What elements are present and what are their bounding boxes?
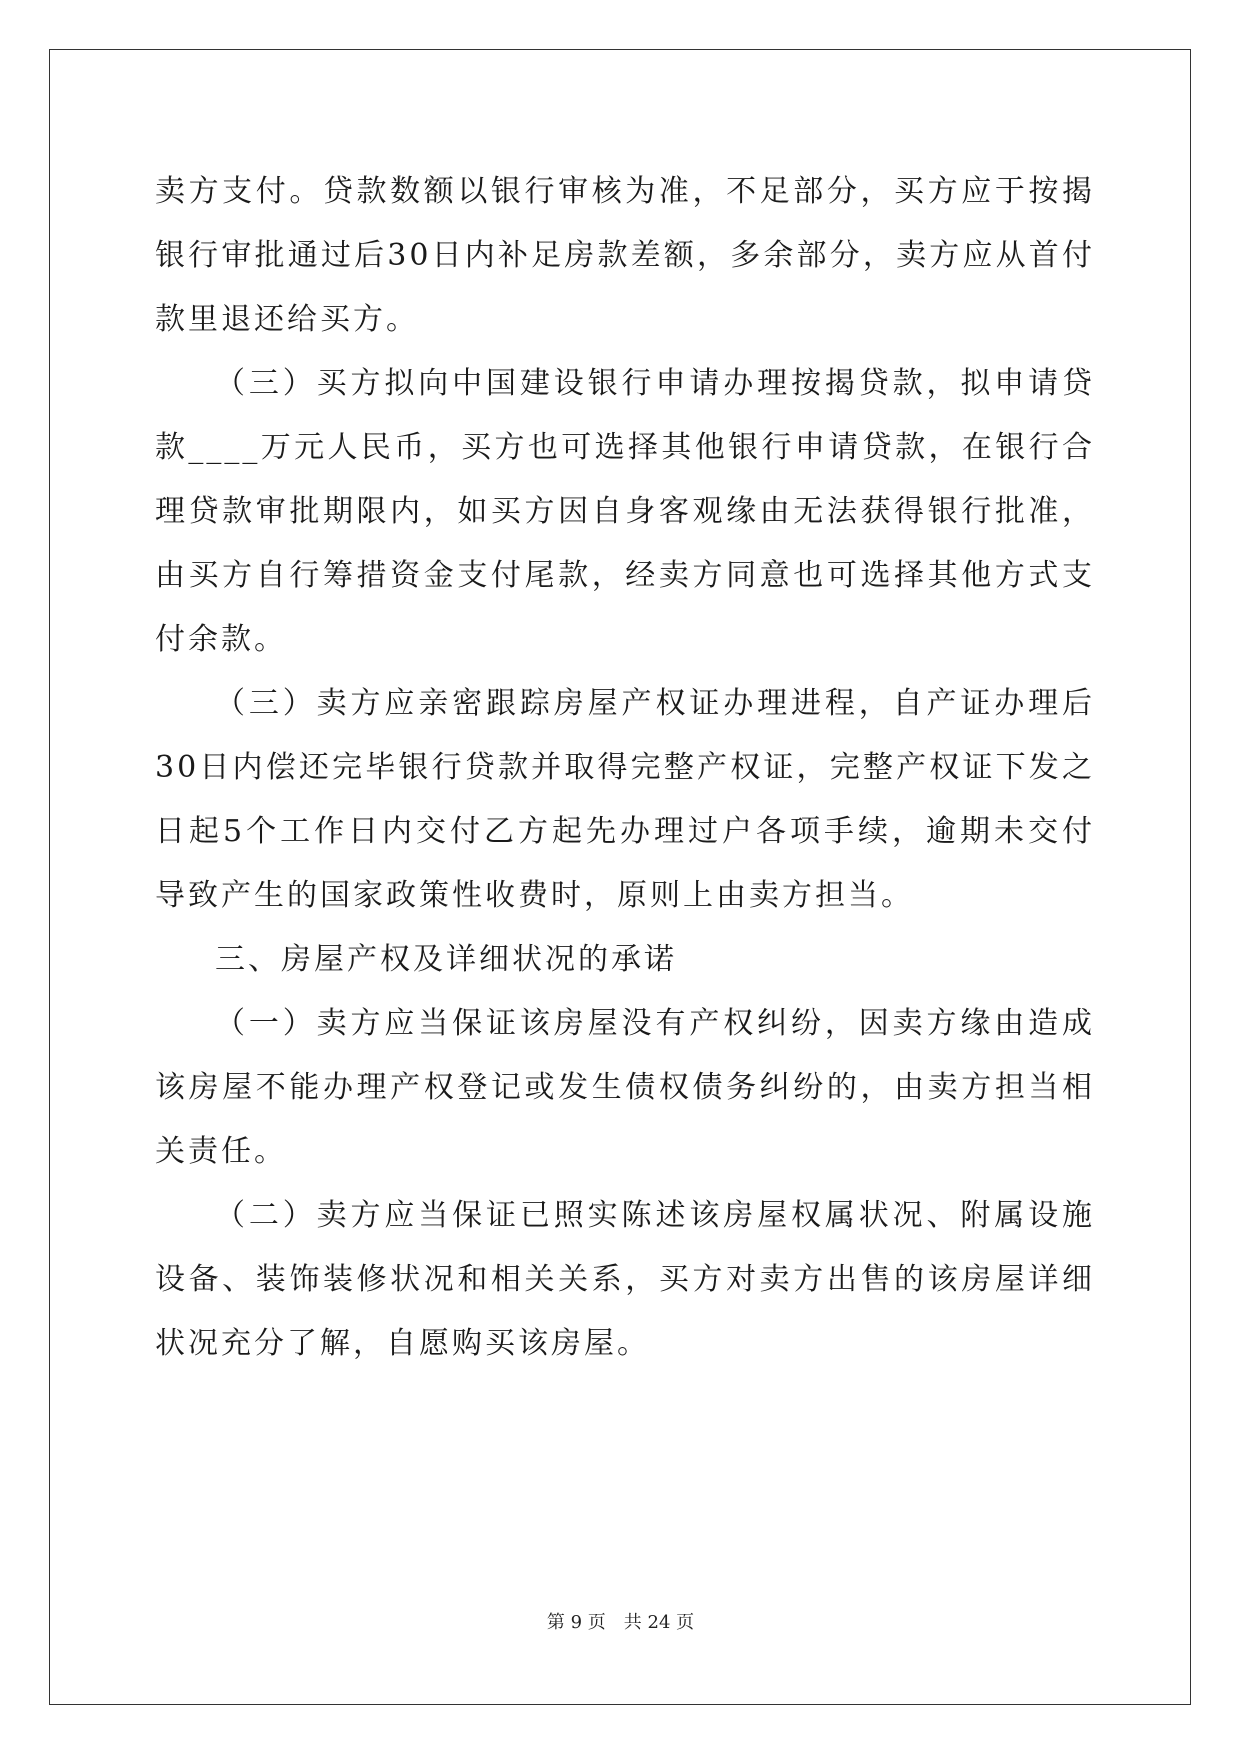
paragraph-2: （三）买方拟向中国建设银行申请办理按揭贷款，拟申请贷款____万元人民币，买方也可选择其他银行申请贷款，在银行合理贷款审批期限内，如买方因自身客观缘由无法获得银行批准，由买方自行筹措资金支付尾款，经卖方同意也可选择其他方式支付余款。 bbox=[155, 366, 1095, 657]
document-body bbox=[155, 160, 1095, 1376]
paragraph-3: （三）卖方应亲密跟踪房屋产权证办理进程，自产证办理后30日内偿还完毕银行贷款并取得完整产权证，完整产权证下发之日起5个工作日内交付乙方起先办理过户各项手续，逾期未交付导致产生的国家政策性收费时，原则上由卖方担当。 bbox=[155, 686, 1095, 913]
paragraph-5: （二）卖方应当保证已照实陈述该房屋权属状况、附属设施设备、装饰装修状况和相关关系，买方对卖方出售的该房屋详细状况充分了解，自愿购买该房屋。 bbox=[155, 1198, 1095, 1361]
section-heading: 三、房屋产权及详细状况的承诺 bbox=[215, 942, 677, 977]
page-number-footer: 第 9 页 共 24 页 bbox=[546, 1612, 695, 1633]
paragraph-4: （一）卖方应当保证该房屋没有产权纠纷，因卖方缘由造成该房屋不能办理产权登记或发生债权债务纠纷的，由卖方担当相关责任。 bbox=[155, 1006, 1095, 1169]
paragraph-1: 卖方支付。贷款数额以银行审核为准，不足部分，买方应于按揭银行审批通过后30日内补足房款差额，多余部分，卖方应从首付款里退还给买方。 bbox=[155, 174, 1095, 337]
